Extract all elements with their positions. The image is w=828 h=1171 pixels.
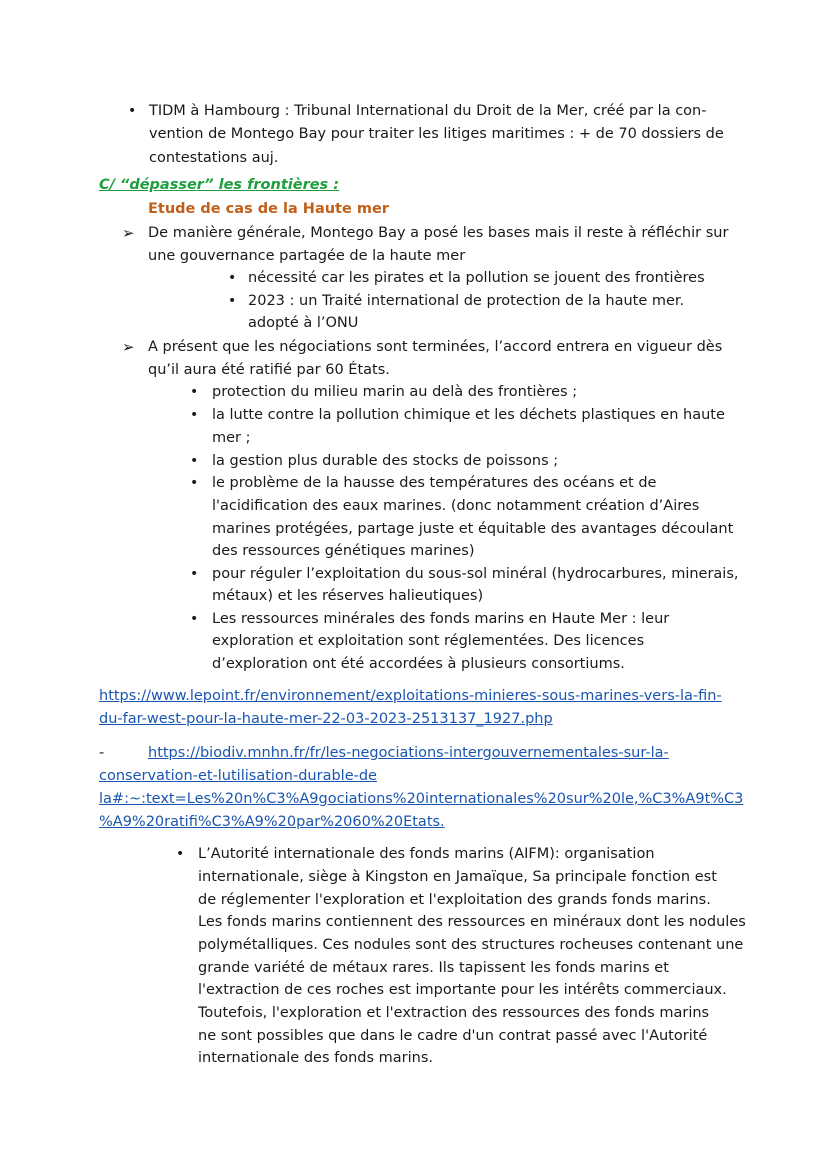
bullet-icon: • <box>190 384 199 400</box>
arrow1-line-1: De manière générale, Montego Bay a posé les bases mais il reste à réfléchir sur <box>148 225 729 241</box>
aifm-line-9: ne sont possibles que dans le cadre d'un contrat passé avec l'Autorité <box>198 1028 708 1044</box>
arrow2-bullet-4-line-3: marines protégées, partage juste et équitable des avantages découlant <box>212 521 734 537</box>
aifm-line-8: Toutefois, l'exploration et l'extraction des ressources des fonds marins <box>198 1005 710 1021</box>
aifm-line-6: grande variété de métaux rares. Ils tapissent les fonds marins et <box>198 960 669 976</box>
arrow2-bullet-5-line-2: métaux) et les réserves halieutiques) <box>212 588 484 604</box>
tidm-line-2: vention de Montego Bay pour traiter les litiges maritimes : + de 70 dossiers de <box>149 126 724 142</box>
lepoint-link-line-2[interactable]: du-far-west-pour-la-haute-mer-22-03-2023-2513137_1927.php <box>99 711 553 727</box>
link-dash: - <box>99 745 105 761</box>
bullet-icon: • <box>190 475 199 491</box>
arrow2-bullet-6-line-1: Les ressources minérales des fonds marins en Haute Mer : leur <box>212 611 670 627</box>
biodiv-link-line-1[interactable]: https://biodiv.mnhn.fr/fr/les-negociations-intergouvernementales-sur-la- <box>148 745 669 761</box>
aifm-line-4: Les fonds marins contiennent des ressources en minéraux dont les nodules <box>198 914 746 930</box>
arrow2-line-1: A présent que les négociations sont terminées, l’accord entrera en vigueur dès <box>148 339 723 355</box>
arrow2-bullet-6-line-2: exploration et exploitation sont réglementées. Des licences <box>212 633 645 649</box>
aifm-line-7: l'extraction de ces roches est importante pour les intérêts commerciaux. <box>198 982 727 998</box>
arrow2-bullet-2-line-1: la lutte contre la pollution chimique et les déchets plastiques en haute <box>212 407 725 423</box>
aifm-line-2: internationale, siège à Kingston en Jamaïque, Sa principale fonction est <box>198 869 717 885</box>
arrow2-line-2: qu’il aura été ratifié par 60 États. <box>148 362 390 378</box>
arrow-bullet-icon: ➢ <box>122 224 135 242</box>
arrow2-bullet-5-line-1: pour réguler l’exploitation du sous-sol minéral (hydrocarbures, minerais, <box>212 566 739 582</box>
lepoint-link-line-1[interactable]: https://www.lepoint.fr/environnement/exploitations-minieres-sous-marines-vers-la-fin- <box>99 688 722 704</box>
bullet-icon: • <box>176 846 185 862</box>
arrow1-line-2: une gouvernance partagée de la haute mer <box>148 248 466 264</box>
tidm-line-3: contestations auj. <box>149 150 279 166</box>
bullet-icon: • <box>190 566 199 582</box>
biodiv-link-line-4[interactable]: %A9%20ratifi%C3%A9%20par%2060%20Etats. <box>99 814 445 830</box>
arrow2-bullet-4-line-2: l'acidification des eaux marines. (donc notamment création d’Aires <box>212 498 700 514</box>
arrow2-bullet-6-line-3: d’exploration ont été accordées à plusieurs consortiums. <box>212 656 625 672</box>
arrow-bullet-icon: ➢ <box>122 338 135 356</box>
arrow1-bullet-2-line-2: adopté à l’ONU <box>248 315 359 331</box>
arrow2-bullet-4-line-4: des ressources génétiques marines) <box>212 543 475 559</box>
section-subtitle: Etude de cas de la Haute mer <box>148 201 389 217</box>
bullet-icon: • <box>190 453 199 469</box>
aifm-line-1: L’Autorité internationale des fonds marins (AIFM): organisation <box>198 846 655 862</box>
tidm-line-1: TIDM à Hambourg : Tribunal International du Droit de la Mer, créé par la con- <box>149 103 707 119</box>
arrow1-bullet-1: nécessité car les pirates et la pollution se jouent des frontières <box>248 270 705 286</box>
arrow2-bullet-1: protection du milieu marin au delà des frontières ; <box>212 384 578 400</box>
arrow1-bullet-2-line-1: 2023 : un Traité international de protection de la haute mer. <box>248 293 685 309</box>
aifm-line-5: polymétalliques. Ces nodules sont des structures rocheuses contenant une <box>198 937 744 953</box>
bullet-icon: • <box>190 407 199 423</box>
section-title: C/ “dépasser” les frontières : <box>99 177 340 193</box>
bullet-icon: • <box>228 293 237 309</box>
arrow2-bullet-3: la gestion plus durable des stocks de poissons ; <box>212 453 559 469</box>
biodiv-link-line-3[interactable]: la#:~:text=Les%20n%C3%A9gociations%20internationales%20sur%20le,%C3%A9t%C3 <box>99 791 744 807</box>
bullet-icon: • <box>228 270 237 286</box>
arrow2-bullet-2-line-2: mer ; <box>212 430 251 446</box>
bullet-icon: • <box>190 611 199 627</box>
biodiv-link-line-2[interactable]: conservation-et-lutilisation-durable-de <box>99 768 377 784</box>
aifm-line-10: internationale des fonds marins. <box>198 1050 434 1066</box>
aifm-line-3: de réglementer l'exploration et l'exploitation des grands fonds marins. <box>198 892 711 908</box>
bullet-icon: • <box>128 103 137 119</box>
arrow2-bullet-4-line-1: le problème de la hausse des températures des océans et de <box>212 475 657 491</box>
